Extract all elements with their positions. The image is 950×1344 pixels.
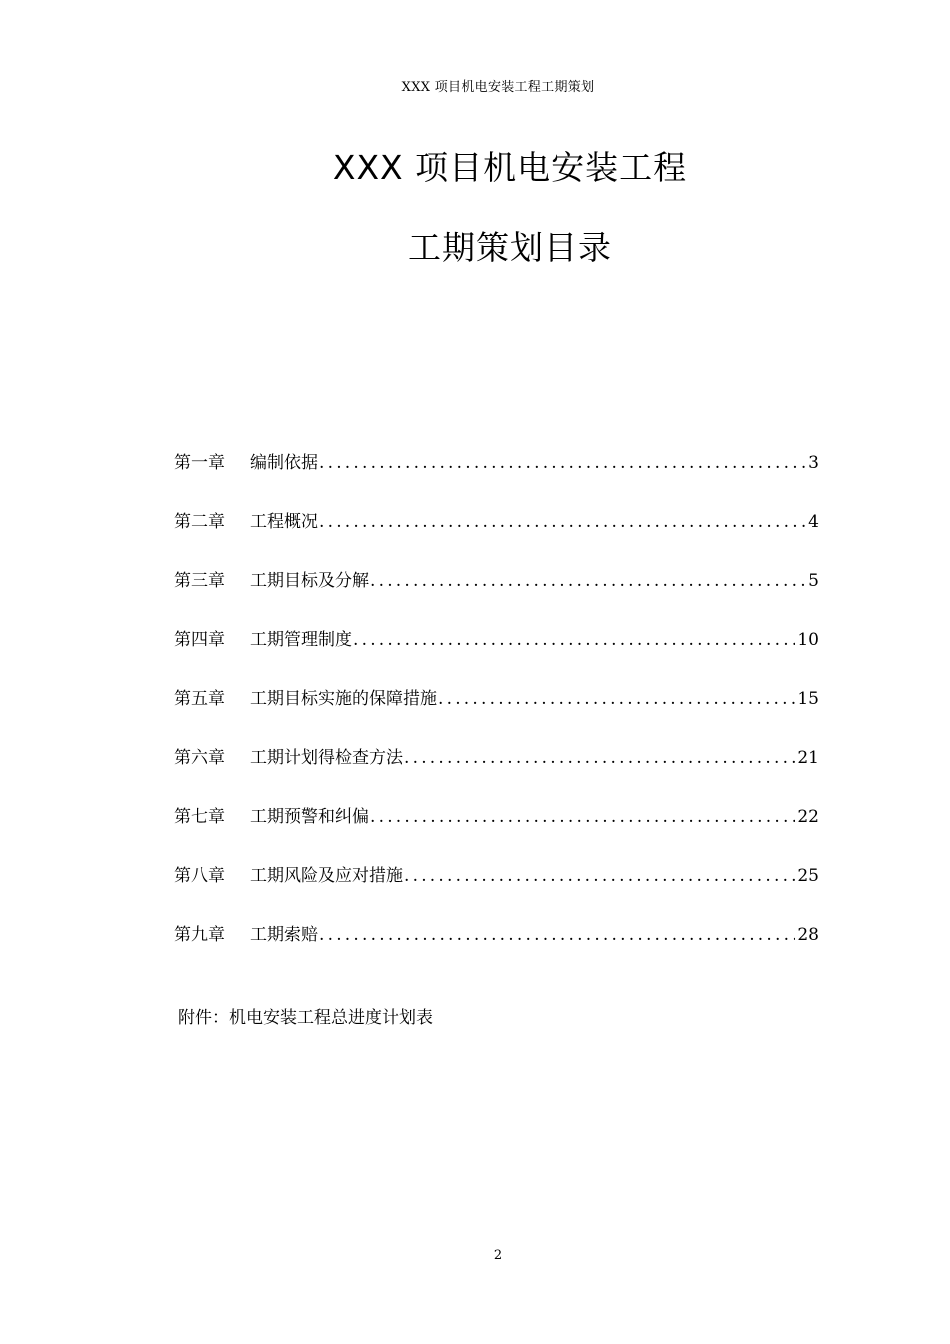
toc-chapter-label: 第一章	[174, 453, 225, 473]
toc-entry-8[interactable]	[174, 861, 819, 920]
page-number: 2	[493, 1248, 503, 1263]
toc-chapter-title: 工程概况	[250, 512, 318, 532]
toc-entry-7[interactable]	[174, 802, 819, 861]
toc-page-number: 25	[797, 866, 819, 886]
toc-entry-6[interactable]	[174, 743, 819, 802]
toc-entry-2[interactable]	[174, 507, 819, 566]
table-of-contents	[174, 448, 819, 979]
toc-entry-4[interactable]	[174, 625, 819, 684]
toc-entry-5[interactable]	[174, 684, 819, 743]
toc-chapter-title: 工期索赔	[250, 925, 318, 945]
toc-chapter-title: 工期目标及分解	[250, 571, 369, 591]
toc-chapter-title: 编制依据	[250, 453, 318, 473]
toc-entry-3[interactable]	[174, 566, 819, 625]
toc-dot-leader	[318, 925, 795, 945]
toc-entry-9[interactable]	[174, 920, 819, 979]
toc-dot-leader	[403, 748, 795, 768]
toc-dot-leader	[318, 453, 806, 473]
toc-dot-leader	[403, 866, 795, 886]
toc-chapter-label: 第八章	[174, 866, 225, 886]
toc-page-number: 4	[808, 512, 819, 532]
toc-page-number: 21	[797, 748, 819, 768]
toc-chapter-label: 第三章	[174, 571, 225, 591]
toc-page-number: 28	[797, 925, 819, 945]
toc-page-number: 5	[808, 571, 819, 591]
toc-chapter-title: 工期风险及应对措施	[250, 866, 403, 886]
appendix-note: 附件：机电安装工程总进度计划表	[178, 1008, 433, 1028]
toc-dot-leader	[318, 512, 806, 532]
toc-entry-1[interactable]	[174, 448, 819, 507]
toc-dot-leader	[352, 630, 795, 650]
toc-chapter-label: 第五章	[174, 689, 225, 709]
toc-page-number: 15	[797, 689, 819, 709]
document-title: XXX 项目机电安装工程	[332, 148, 688, 187]
toc-page-number: 10	[797, 630, 819, 650]
toc-page-number: 3	[808, 453, 819, 473]
toc-dot-leader	[369, 807, 795, 827]
toc-dot-leader	[369, 571, 806, 591]
toc-chapter-label: 第六章	[174, 748, 225, 768]
toc-chapter-title: 工期计划得检查方法	[250, 748, 403, 768]
toc-chapter-label: 第九章	[174, 925, 225, 945]
toc-page-number: 22	[797, 807, 819, 827]
toc-chapter-label: 第七章	[174, 807, 225, 827]
toc-title: 工期策划目录	[408, 228, 612, 267]
toc-chapter-title: 工期管理制度	[250, 630, 352, 650]
toc-chapter-label: 第四章	[174, 630, 225, 650]
toc-dot-leader	[437, 689, 795, 709]
toc-chapter-title: 工期预警和纠偏	[250, 807, 369, 827]
toc-chapter-title: 工期目标实施的保障措施	[250, 689, 437, 709]
toc-chapter-label: 第二章	[174, 512, 225, 532]
running-header: XXX 项目机电安装工程工期策划	[401, 80, 595, 95]
